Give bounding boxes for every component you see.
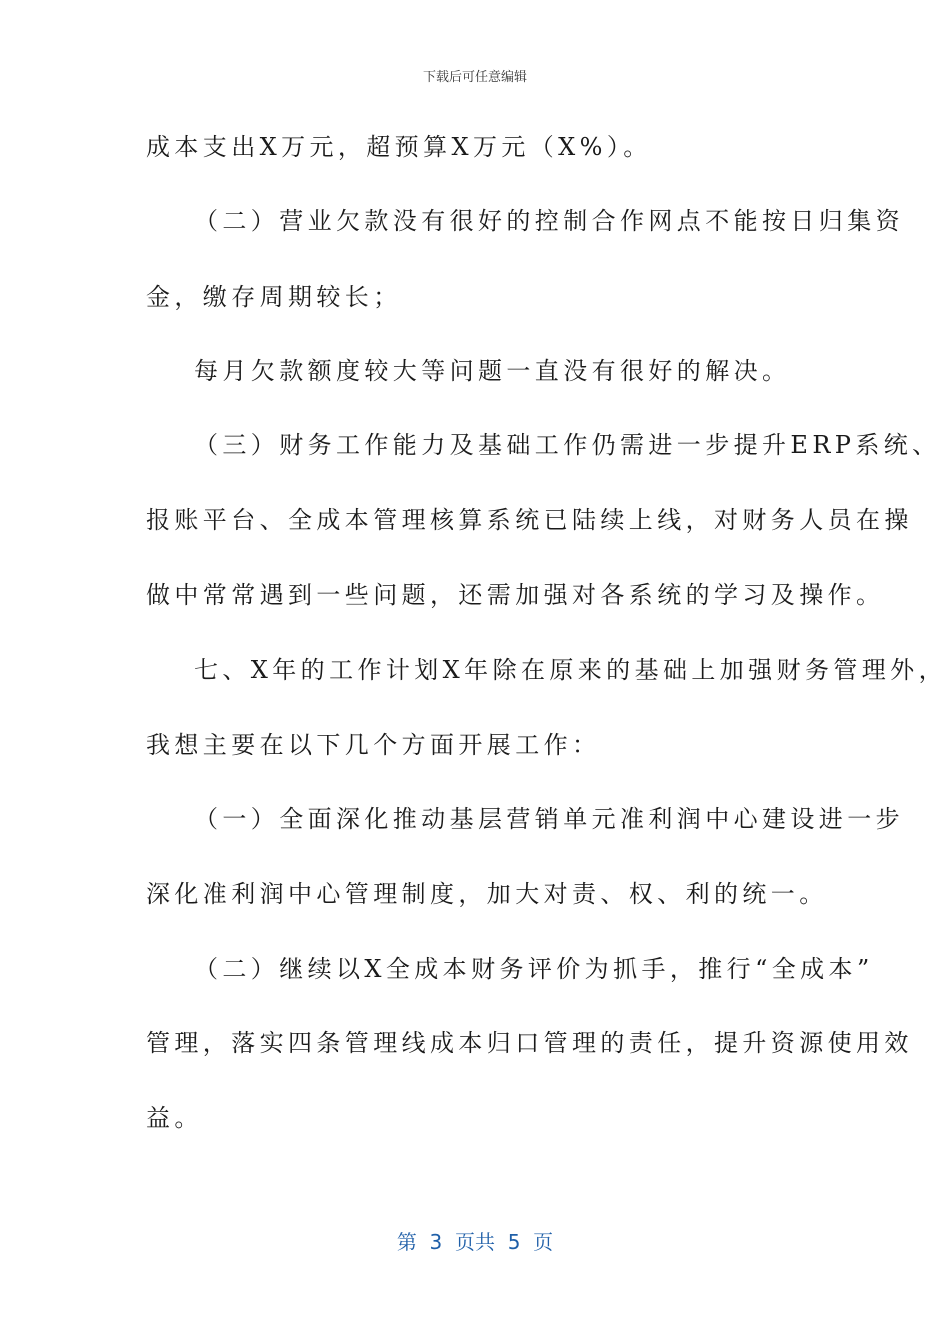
paragraph-line: （二）营业欠款没有很好的控制合作网点不能按日归集资	[194, 207, 904, 235]
header-note: 下载后可任意编辑	[422, 70, 527, 85]
paragraph-line: 每月欠款额度较大等问题一直没有很好的解决。	[194, 357, 791, 385]
paragraph-line: （一）全面深化推动基层营销单元准利润中心建设进一步	[194, 805, 904, 833]
paragraph-line: 七、X年的工作计划X年除在原来的基础上加强财务管理外，	[194, 656, 947, 684]
paragraph-line: 益。	[146, 1104, 203, 1132]
paragraph-line: 金，缴存周期较长；	[146, 283, 402, 311]
page-number-footer: 第 3 页共 5 页	[396, 1230, 554, 1254]
paragraph-line: 深化准利润中心管理制度，加大对责、权、利的统一。	[146, 880, 828, 908]
paragraph-line: 我想主要在以下几个方面开展工作：	[146, 731, 601, 759]
paragraph-line: 成本支出X万元，超预算X万元（X%）。	[146, 133, 652, 161]
paragraph-line: 报账平台、全成本管理核算系统已陆续上线，对财务人员在操	[146, 506, 913, 534]
paragraph-line: 管理，落实四条管理线成本归口管理的责任，提升资源使用效	[146, 1029, 913, 1057]
paragraph-line: 做中常常遇到一些问题，还需加强对各系统的学习及操作。	[146, 581, 885, 609]
paragraph-line: （二）继续以X全成本财务评价为抓手，推行“全成本”	[194, 955, 874, 983]
paragraph-line: （三）财务工作能力及基础工作仍需进一步提升ERP系统、	[194, 431, 941, 459]
